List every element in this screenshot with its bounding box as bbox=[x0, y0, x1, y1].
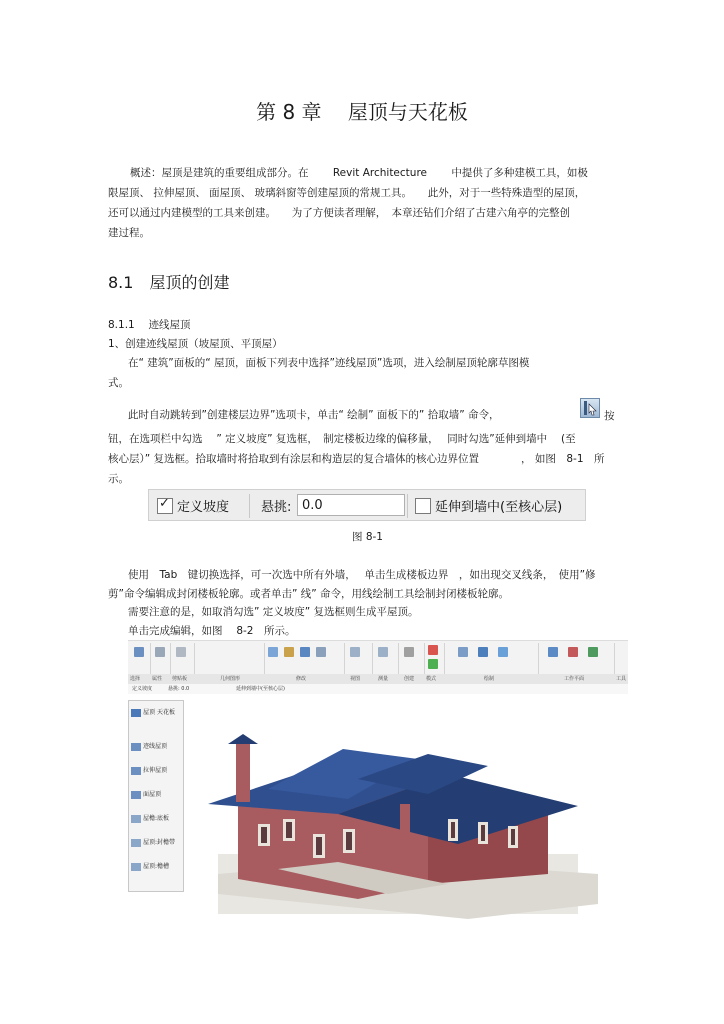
ribbon-group-measure: 测量 bbox=[378, 676, 389, 682]
para2-line-3: 核心层）” 复选框。拾取墙时将拾取到有涂层和构造层的复合墙体的核心边界位置 ， 如图 8-1 所 bbox=[108, 453, 605, 465]
dropdown-item-extrusion-roof[interactable]: 拉伸屋顶 bbox=[131, 765, 167, 775]
optbar-extend[interactable]: 延伸到墙中(至核心层) bbox=[236, 686, 285, 692]
para2-line-1: 此时自动跳转到”创建楼层边界”选项卡，单击“ 绘制” 面板下的” 拾取墙” 命令， bbox=[128, 409, 500, 421]
gutter-icon bbox=[131, 863, 141, 871]
ribbon-group-modify: 修改 bbox=[296, 676, 307, 682]
finish-edit-icon[interactable] bbox=[428, 659, 438, 669]
extend-to-core-label: 延伸到墙中(至核心层) bbox=[435, 500, 563, 515]
ribbon-group-tools: 工具 bbox=[616, 676, 627, 682]
para2-line-2: 钮，在选项栏中勾选 ” 定义坡度” 复选框， 制定楼板边缘的偏移量， 同时勾选”延伸到墙中 (至 bbox=[108, 433, 576, 445]
item-1: 1、创建迹线屋顶（坡屋顶、平顶屋） bbox=[108, 338, 283, 350]
roof-button[interactable]: 屋顶 bbox=[131, 707, 155, 717]
footprint-roof-icon bbox=[131, 743, 141, 751]
dropdown-item-footprint-roof[interactable]: 迹线屋顶 bbox=[131, 741, 167, 751]
intro-line-3: 还可以通过内建模型的工具来创建。 为了方便读者理解， 本章还钻们介绍了古建六角亭的完整创 bbox=[108, 207, 570, 219]
pick-walls-icon bbox=[580, 398, 600, 418]
para3-line-2: 剪”命令编辑成封闭楼板轮廓。或者单击” 线” 命令，用线绘制工具绘制封闭楼板轮廓。 bbox=[108, 588, 509, 600]
intro-line-4: 建过程。 bbox=[108, 227, 150, 239]
overhang-label: 悬挑: bbox=[261, 500, 292, 515]
figure1-caption: 图 8-1 bbox=[352, 531, 383, 543]
ribbon-group-labels bbox=[128, 674, 628, 684]
intro-line-2: 限屋顶、 拉伸屋顶、 面屋顶、 玻璃斜窗等创建屋顶的常规工具。 此外，对于一些特殊造型的屋顶， bbox=[108, 187, 586, 199]
extrusion-roof-icon bbox=[131, 767, 141, 775]
dropdown-item-soffit[interactable]: 屋檐:底板 bbox=[131, 813, 169, 823]
para3-line-4: 单击完成编辑，如图 8-2 所示。 bbox=[128, 625, 296, 637]
para2-line-4: 示。 bbox=[108, 473, 129, 485]
ribbon-group-mode: 模式 bbox=[426, 676, 437, 682]
chapter-title: 第 8 章 屋顶与天花板 bbox=[256, 100, 468, 124]
soffit-icon bbox=[131, 815, 141, 823]
cancel-edit-icon[interactable] bbox=[428, 645, 438, 655]
para1-line-1: 在“ 建筑”面板的“ 屋顶，面板下列表中选择”迹线屋顶”选项，进入绘制屋顶轮廓草图模 bbox=[128, 357, 530, 369]
roof-icon bbox=[131, 709, 141, 717]
ribbon-group-clipboard: 剪贴板 bbox=[172, 676, 188, 682]
define-slope-label: 定义坡度 bbox=[177, 500, 230, 515]
overhang-input[interactable]: 0.0 bbox=[297, 494, 405, 516]
dropdown-item-gutter[interactable]: 屋顶:檐槽 bbox=[131, 861, 169, 871]
ribbon-group-view: 视图 bbox=[350, 676, 361, 682]
intro-line-1: 概述：屋顶是建筑的重要组成部分。在 Revit Architecture 中提供了多种建模工具，如极 bbox=[130, 167, 588, 179]
ribbon-group-select: 选择 bbox=[130, 676, 141, 682]
para3-line-1: 使用 Tab 键切换选择，可一次选中所有外墙， 单击生成楼板边界 ，如出现交叉线条， 使用”修 bbox=[128, 569, 596, 581]
para3-line-3: 需要注意的是，如取消勾选” 定义坡度” 复选框则生成平屋顶。 bbox=[128, 606, 419, 618]
ribbon-group-geometry: 几何图形 bbox=[220, 676, 241, 682]
extend-to-core-checkbox[interactable] bbox=[415, 498, 431, 514]
para1-line-2: 式。 bbox=[108, 377, 129, 389]
optbar-define-slope[interactable]: 定义坡度 bbox=[132, 686, 153, 692]
optbar-overhang[interactable]: 悬挑: 0.0 bbox=[168, 686, 190, 692]
subsection-heading: 8.1.1 迹线屋顶 bbox=[108, 319, 191, 331]
ribbon-group-draw: 绘制 bbox=[484, 676, 495, 682]
revit-3d-view bbox=[128, 694, 628, 920]
ceiling-button[interactable]: 天花板 bbox=[157, 709, 176, 716]
dropdown-item-face-roof[interactable]: 面屋顶 bbox=[131, 789, 161, 799]
define-slope-checkbox[interactable] bbox=[157, 498, 173, 514]
face-roof-icon bbox=[131, 791, 141, 799]
roof-dropdown-menu[interactable] bbox=[128, 700, 184, 892]
house-model-illustration bbox=[128, 694, 628, 920]
para2-line-1-end: 按 bbox=[604, 410, 615, 422]
ribbon-group-properties: 属性 bbox=[152, 676, 163, 682]
options-bar-figure bbox=[148, 489, 586, 521]
ribbon-group-create: 创建 bbox=[404, 676, 415, 682]
section-heading: 8.1 屋顶的创建 bbox=[108, 273, 230, 292]
fascia-icon bbox=[131, 839, 141, 847]
dropdown-item-fascia[interactable]: 屋顶:封檐带 bbox=[131, 837, 175, 847]
ribbon-group-workplane: 工作平面 bbox=[564, 676, 585, 682]
